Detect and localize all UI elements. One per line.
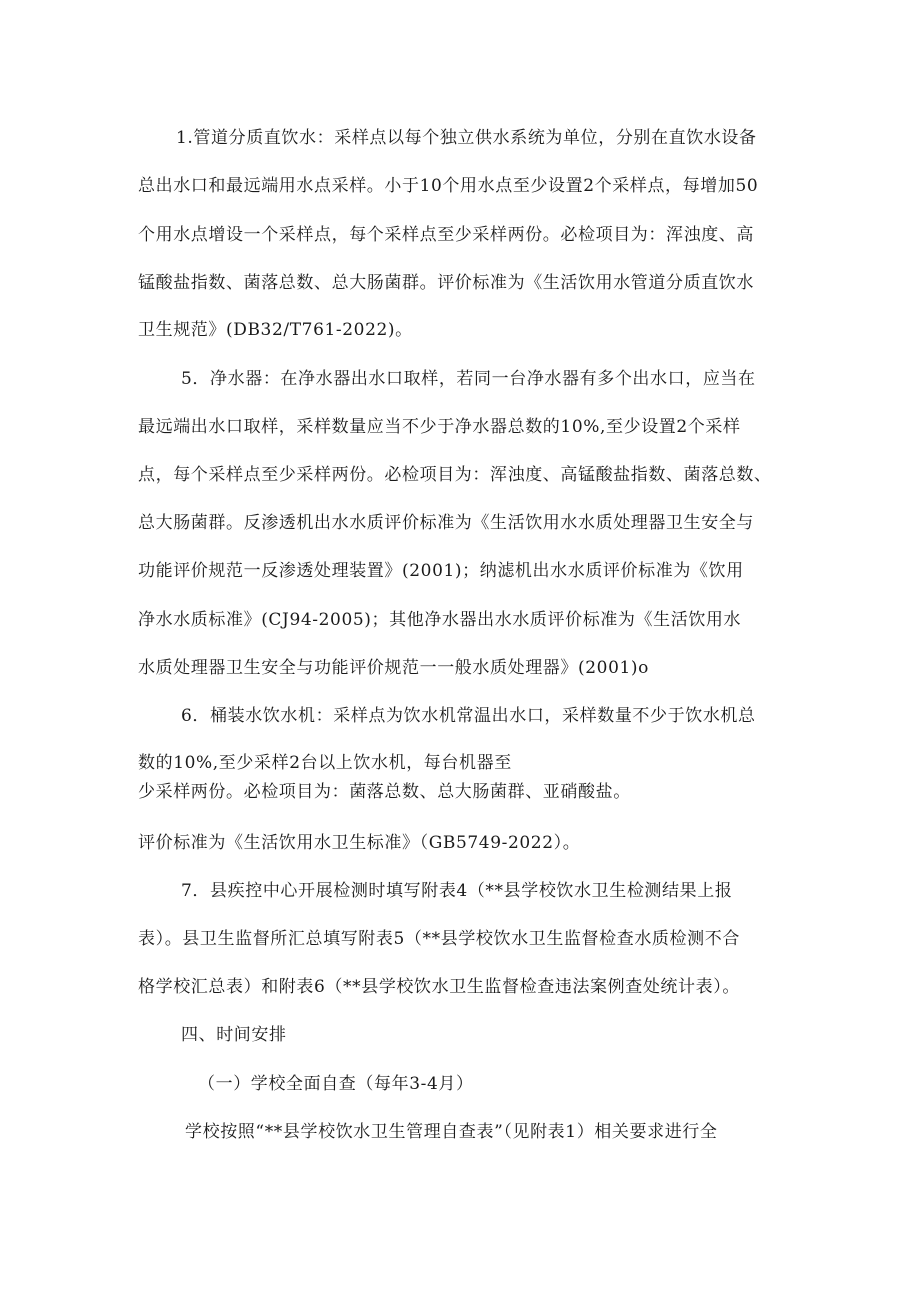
text-line: 5．净水器：在净水器出水口取样，若同一台净水器有多个出水口，应当在 bbox=[181, 369, 756, 389]
text-line: 表）。县卫生监督所汇总填写附表5（**县学校饮水卫生监督检查水质检测不合 bbox=[138, 929, 740, 949]
text-line: 数的10%,至少采样2台以上饮水机，每台机器至 bbox=[138, 753, 512, 773]
text-line: 点，每个采样点至少采样两份。必检项目为：浑浊度、高锰酸盐指数、菌落总数、 bbox=[138, 465, 772, 485]
text-line: 1.管道分质直饮水：采样点以每个独立供水系统为单位，分别在直饮水设备 bbox=[176, 128, 757, 148]
subsection-heading: （一）学校全面自查（每年3-4月） bbox=[198, 1074, 474, 1094]
text-line: 功能评价规范一反渗透处理装置》(2001)；纳滤机出水水质评价标准为《饮用 bbox=[138, 561, 744, 581]
text-line: 净水水质标准》(CJ94-2005)；其他净水器出水水质评价标准为《生活饮用水 bbox=[138, 610, 742, 630]
text-line: 7．县疾控中心开展检测时填写附表4（**县学校饮水卫生检测结果上报 bbox=[181, 881, 733, 901]
text-line: 学校按照“**县学校饮水卫生管理自查表”（见附表1）相关要求进行全 bbox=[185, 1122, 718, 1142]
text-line: 总大肠菌群。反渗透机出水水质评价标准为《生活饮用水水质处理器卫生安全与 bbox=[138, 513, 754, 533]
text-line: 6．桶装水饮水机：采样点为饮水机常温出水口，采样数量不少于饮水机总 bbox=[181, 706, 756, 726]
text-line: 总出水口和最远端用水点采样。小于10个用水点至少设置2个采样点，每增加50 bbox=[138, 176, 759, 196]
text-line: 格学校汇总表）和附表6（**县学校饮水卫生监督检查违法案例查处统计表）。 bbox=[138, 977, 740, 997]
text-line: 个用水点增设一个采样点，每个采样点至少采样两份。必检项目为：浑浊度、高 bbox=[138, 225, 754, 245]
text-line: 最远端出水口取样，采样数量应当不少于净水器总数的10%,至少设置2个采样 bbox=[138, 417, 741, 437]
text-line: 少采样两份。必检项目为：菌落总数、总大肠菌群、亚硝酸盐。 bbox=[138, 782, 631, 802]
section-heading: 四、时间安排 bbox=[181, 1025, 287, 1045]
text-line: 评价标准为《生活饮用水卫生标准》（GB5749-2022）。 bbox=[138, 833, 581, 853]
text-line: 卫生规范》(DB32/T761-2022)。 bbox=[138, 320, 413, 340]
text-line: 锰酸盐指数、菌落总数、总大肠菌群。评价标准为《生活饮用水管道分质直饮水 bbox=[138, 273, 754, 293]
text-line: 水质处理器卫生安全与功能评价规范一一般水质处理器》(2001)o bbox=[138, 658, 649, 678]
